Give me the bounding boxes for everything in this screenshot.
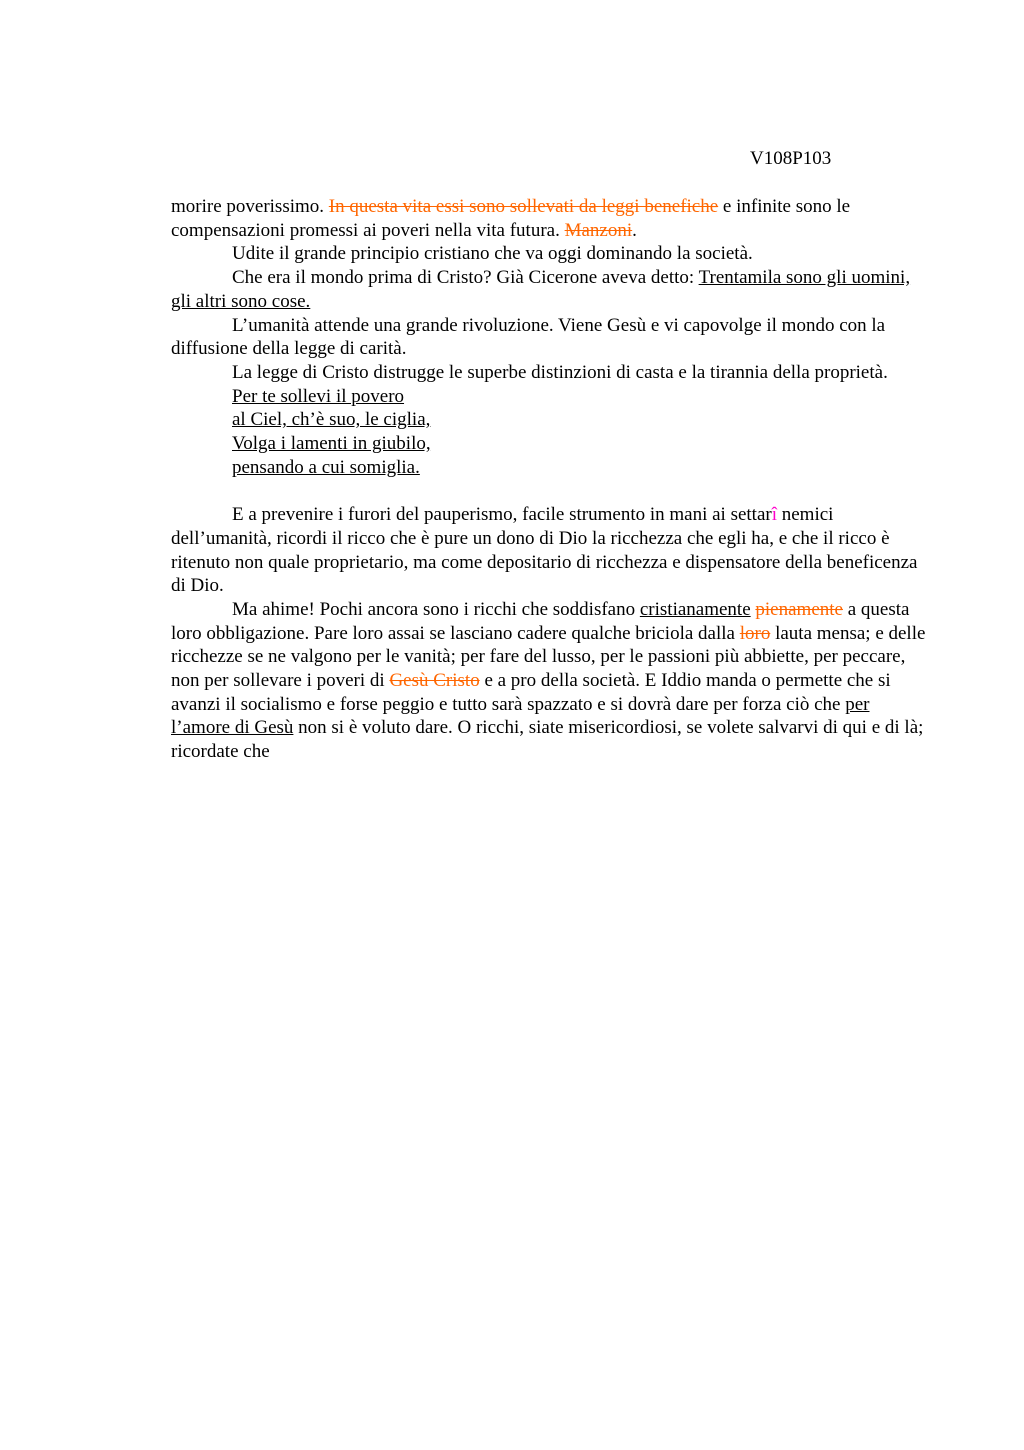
paragraph-7	[171, 598, 931, 764]
poem-line	[171, 456, 931, 480]
poem-line-text: Per te sollevi il povero	[232, 385, 405, 407]
text-run: non si è voluto dare. O ricchi, siate misericordiosi, se volete salvarvi di qui e di là; ricordate che	[171, 717, 924, 763]
text-run: lauta mensa; e delle ricchezze se ne valgono per le vanità; per fare del lusso, per le passioni più abbiette, per peccare, non per sollevare i poveri di	[171, 622, 926, 692]
deleted-text: loro	[739, 622, 771, 644]
underlined-text: per l’amore di Gesù	[171, 693, 870, 739]
text-run: .	[632, 219, 637, 241]
text-run: a questa loro obbligazione. Pare loro assai se lasciano cadere qualche briciola dalla	[171, 598, 910, 644]
inserted-text: î	[771, 504, 777, 526]
text-run: E a prevenire i furori del pauperismo, facile strumento in mani ai settar	[232, 504, 772, 526]
paragraph-6	[171, 503, 931, 598]
text-run: morire poverissimo.	[171, 196, 329, 217]
paragraph-5: La legge di Cristo distrugge le superbe distinzioni di casta e la tirannia della proprietà.	[232, 361, 888, 383]
paragraph-3	[171, 266, 931, 313]
blank-line	[171, 479, 931, 503]
poem-line-text: Volga i lamenti in giubilo,	[232, 433, 431, 455]
poem-line	[171, 385, 931, 409]
deleted-text: Gesù Cristo	[389, 670, 480, 692]
text-run: Che era il mondo prima di Cristo? Già Cicerone aveva detto:	[232, 267, 699, 289]
paragraph-1	[171, 195, 931, 242]
deleted-text: Manzoni	[564, 219, 633, 241]
poem-line-text: pensando a cui somiglia.	[232, 456, 420, 478]
poem-line	[171, 432, 931, 456]
underlined-quote: Trentamila sono gli uomini, gli altri sono cose.	[171, 267, 911, 312]
poem-line-text: al Ciel, ch’è suo, le ciglia,	[232, 409, 431, 431]
deleted-text: pienamente	[755, 598, 843, 620]
deleted-text: In questa vita essi sono sollevati da leggi benefiche	[328, 196, 719, 217]
paragraph-4: L’umanità attende una grande rivoluzione. Viene Gesù e vi capovolge il mondo con la diffusione della legge di carità.	[171, 314, 886, 360]
text-run: e a pro della società. E Iddio manda o permette che si avanzi il socialismo e forse peggio e tutto sarà spazzato e si dovrà dare per forza ciò che	[171, 670, 891, 715]
page-id: V108P103	[750, 148, 832, 169]
text-run: Ma ahime! Pochi ancora sono i ricchi che soddisfano	[232, 598, 640, 620]
paragraph-2: Udite il grande principio cristiano che va oggi dominando la società.	[232, 243, 753, 265]
text-run: e infinite sono le compensazioni promessi ai poveri nella vita futura.	[171, 196, 851, 241]
poem-line	[171, 408, 931, 432]
text-run: nemici dell’umanità, ricordi il ricco che è pure un dono di Dio la ricchezza che egli ha, e che il ricco è ritenuto non quale proprietario, ma come depositario di ricchezza e dispensatore della beneficenza di Dio.	[171, 504, 918, 597]
poem-block	[171, 385, 931, 480]
underlined-text: cristianamente	[639, 598, 751, 620]
document-body	[171, 195, 931, 764]
